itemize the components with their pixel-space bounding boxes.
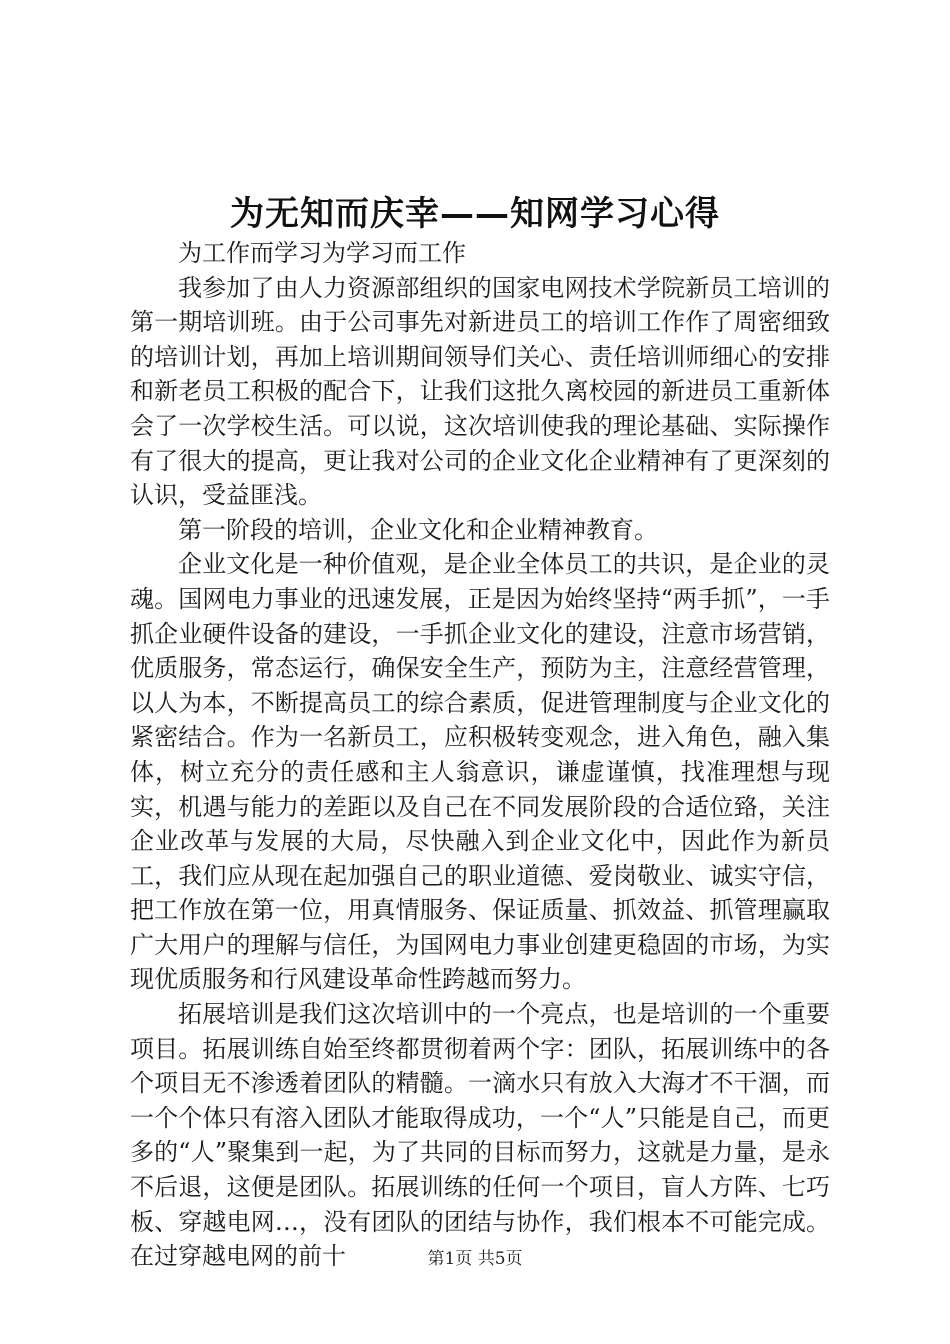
paragraph-subtitle: 为工作而学习为学习而工作 <box>178 239 466 267</box>
paragraph-stage-one: 第一阶段的培训，企业文化和企业精神教育。 <box>178 515 658 544</box>
page-footer: 第1页 共5页 <box>427 1249 523 1269</box>
document-title: 为无知而庆幸——知网学习心得 <box>230 194 720 234</box>
paragraph-corporate-culture: 企业文化是一种价值观，是企业全体员工的共识，是企业的灵魂。国网电力事业的迅速发展，正是因为始终坚持“两手抓”，一手抓企业硬件设备的建设，一手抓企业文化的建设，注意市场营销，优质服务，常态运行，确保安全生产，预防为主，注意经营管理，以人为本，不断提高员工的综合素质，促进管理制度与企业文化的紧密结合。作为一名新员工，应积极转变观念，进入角色，融入集体，树立充分的责任感和主人翁意识，谦虚谨慎，找准理想与现实，机遇与能力的差距以及自己在不同发展阶段的合适位臵，关注企业改革与发展的大局，尽快融入到企业文化中，因此作为新员工，我们应从现在起加强自己的职业道德、爱岗敬业、诚实守信，把工作放在第一位，用真情服务、保证质量、抓效益、抓管理赢取广大用户的理解与信任，为国网电力事业创建更稳固的市场，为实现优质服务和行风建设革命性跨越而努力。 <box>130 550 830 994</box>
document-body <box>130 236 830 1274</box>
paragraph-team-training: 拓展培训是我们这次培训中的一个亮点，也是培训的一个重要项目。拓展训练自始至终都贯彻着两个字：团队，拓展训练中的各个项目无不渗透着团队的精髓。一滴水只有放入大海才不干涸，而一个个体只有溶入团队才能取得成功，一个“人”只能是自己，而更多的“人”聚集到一起，为了共同的目标而努力，这就是力量，是永不后退，这便是团队。拓展训练的任何一个项目，盲人方阵、七巧板、穿越电网…，没有团队的团结与协作，我们根本不可能完成。在过穿越电网的前十 <box>130 1000 830 1271</box>
paragraph-intro: 我参加了由人力资源部组织的国家电网技术学院新员工培训的第一期培训班。由于公司事先对新进员工的培训工作作了周密细致的培训计划，再加上培训期间领导们关心、责任培训师细心的安排和新老员工积极的配合下，让我们这批久离校园的新进员工重新体会了一次学校生活。可以说，这次培训使我的理论基础、实际操作有了很大的提高，更让我对公司的企业文化企业精神有了更深刻的认识，受益匪浅。 <box>130 273 830 510</box>
